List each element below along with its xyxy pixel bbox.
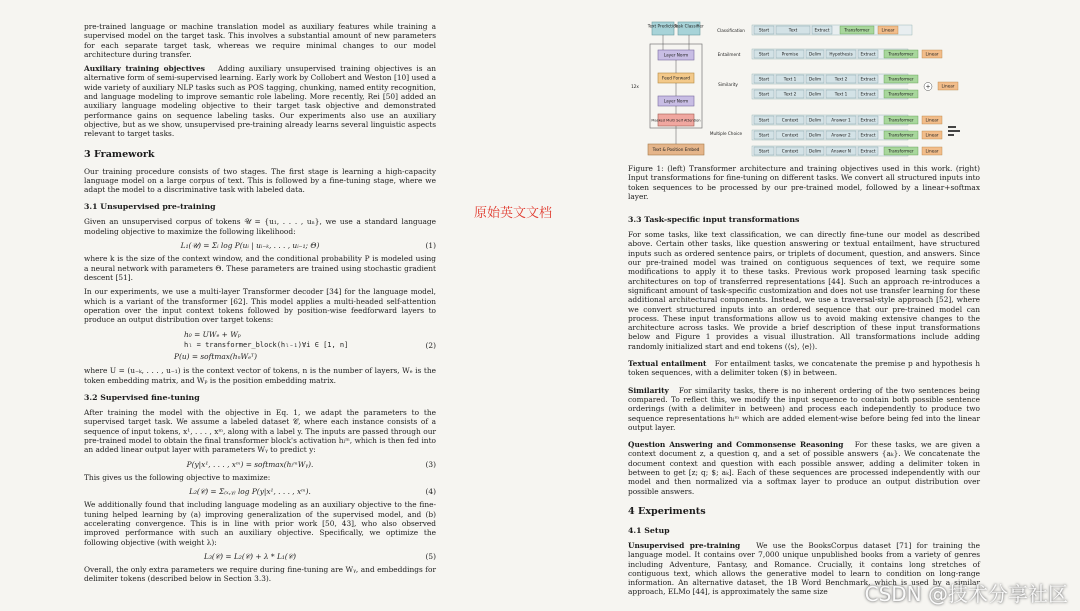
equation-2-number: (2) [425,341,436,351]
token-start: Start [758,27,770,33]
token-extract: Extract [860,132,876,138]
token-start: Start [758,91,770,97]
token-hypothesis: Hypothesis [829,51,853,57]
linear-box: Linear [881,27,895,33]
token-extract: Extract [814,27,830,33]
equation-1-number: (1) [425,241,436,251]
token-delim: Delim [808,76,822,82]
finetuning-paragraph-2: This gives us the following objective to maximize: [84,472,271,482]
classification-label: Classification [717,28,745,33]
equation-3 [84,460,436,469]
section-3-1-heading: 3.1 Unsupervised pre-training [84,202,216,212]
equation-5-body: L₃(𝒞) = L₂(𝒞) + λ * L₁(𝒞) [204,551,296,561]
setup-heading: Unsupervised pre-training [628,540,741,550]
framework-paragraph: Our training procedure consists of two stages. The first stage is learning a high-capacity language model on a large corpus of text. This is followed by a fine-tuning stage, where we adapt the model to a discriminative task with labeled data. [84,166,436,195]
token-start: Start [758,76,770,82]
section-4-heading: 4 Experiments [628,505,706,517]
intro-paragraph: pre-trained language or machine translation model as auxiliary features while training a supervised model on the target task. This involves a substantial amount of new parameters for each separate target task, whereas we require minimal changes to our model architecture during transfer. [84,22,436,59]
textual-entailment-body: For entailment tasks, we concatenate the premise p and hypothesis h token sequences, with a delimiter token ($) in between. [628,359,980,378]
token-context: Context [781,148,799,154]
pretraining-paragraph-4: where U = (u₋ₖ, . . . , u₋₁) is the context vector of tokens, n is the number of layers, Wₑ is the token embedding matrix, and Wₚ is the position embedding matrix. [84,366,436,385]
add-symbol: + [925,83,931,91]
multiple-choice-row-2 [752,130,942,140]
left-column [84,22,436,589]
qa-body: For these tasks, we are given a context document z, a question q, and a set of possible answers {aₖ}. We concatenate the document context and question with each possible answer, adding a delimiter token in between to get [z; q; $; aₖ]. Each of these sequences are processed independently with our model and then normalized via a softmax layer to produce an output distribution over possible answers. [628,440,980,496]
entailment-label: Entailment [717,52,741,57]
transformer-box: Transformer [888,91,914,97]
similarity-row-2 [752,89,918,99]
similarity-merge [924,82,958,91]
token-answer-1: Answer 1 [831,117,851,123]
equation-2 [174,329,436,362]
equation-5 [84,552,436,561]
qa-paragraph [628,440,980,496]
equation-4-body: L₂(𝒞) = Σ₍ₓ,ᵧ₎ log P(y|x¹, . . . , xᵐ). [189,487,311,497]
pretraining-paragraph-1: Given an unsupervised corpus of tokens 𝒰 = {u₁, . . . , uₙ}, we use a standard language modeling objective to maximize the following likelihood: [84,217,436,236]
figure-1 [626,18,986,158]
linear-box: Linear [925,148,939,154]
pretraining-paragraph-3: In our experiments, we use a multi-layer Transformer decoder [34] for the language model, which is a variant of the transformer [62]. This model applies a multi-headed self-attention operation over the input context tokens followed by position-wise feedforward layers to produce an output distribution over target tokens: [84,287,436,325]
similarity-heading: Similarity [628,385,669,395]
token-extract: Extract [860,51,876,57]
task-classifier-label: Task Classifier [674,23,704,29]
figure-1-caption: Figure 1: (left) Transformer architecture and training objectives used in this work. (right) Input transformations for fine-tuning on different tasks. We convert all structured inputs into token sequences to be processed by our pre-trained model, followed by a linear+softmax layer. [628,164,980,201]
setup-body: We use the BooksCorpus dataset [71] for training the language model. It contains over 7,000 unique unpublished books from a variety of genres including Adventure, Fantasy, and Romance. Crucially, it contains long stretches of contiguous text, which allows the generative model to learn to condition on long-range information. An alternative dataset, the 1B Word Benchmark, which is used by a similar approach, ELMo [44], is approximately the same size [628,540,980,597]
token-delim: Delim [808,91,822,97]
token-text-1: Text 1 [834,91,848,97]
embed-label: Text & Position Embed [652,147,700,152]
right-page [540,0,1080,611]
finetuning-paragraph-3: We additionally found that including language modeling as an auxiliary objective to the fine-tuning helped learning by (a) improving generalization of the supervised model, and (b) accelerating convergence. This is in line with prior work [50, 43], who also observed improved performance with such an auxiliary objective. Specifically, we optimize the following objective (with weight λ): [84,500,436,547]
token-extract: Extract [860,117,876,123]
aux-objectives-heading: Auxiliary training objectives [84,64,205,74]
similarity-row-1 [752,74,918,84]
token-extract: Extract [860,76,876,82]
section-3-3-heading: 3.3 Task-specific input transformations [628,215,800,225]
equation-2-line-1: h₀ = UWₑ + Wₚ [184,330,241,340]
layer-norm-top-label: Layer Norm [663,52,689,58]
similarity-body: For similarity tasks, there is no inherent ordering of the two sentences being compared. To reflect this, we modify the input sequence to contain both possible sentence orderings (with a delimiter in between) and process each independently to produce two sequence representations hₗᵐ which are added element-wise before being fed into the linear output layer. [628,385,980,432]
right-column [628,164,980,602]
red-annotation-text: 原始英文文档 [474,206,553,221]
transformer-box: Transformer [844,27,870,33]
entailment-row [752,49,942,59]
qa-heading: Question Answering and Commonsense Reasoning [628,440,844,450]
equation-1-body: L₁(𝒰) = Σᵢ log P(uᵢ | uᵢ₋ₖ, . . . , uᵢ₋₁; Θ) [180,241,320,251]
multiple-choice-row-1 [752,115,942,125]
textual-entailment-paragraph [628,359,980,378]
linear-box: Linear [925,51,939,57]
finetuning-paragraph-1: After training the model with the objective in Eq. 1, we adapt the parameters to the supervised target task. We assume a labeled dataset 𝒞, where each instance consists of a sequence of input tokens, x¹, . . . , xᵐ, along with a label y. The inputs are passed through our pre-trained model to obtain the final transformer block's activation hₗᵐ, which is then fed into an added linear output layer with parameters Wᵧ to predict y: [84,408,436,455]
token-start: Start [758,51,770,57]
token-delim: Delim [808,132,822,138]
token-context: Context [781,117,799,123]
token-text-1: Text 1 [783,76,797,82]
equation-4 [84,487,436,496]
token-delim: Delim [808,51,822,57]
equation-4-number: (4) [425,487,436,497]
equation-2-line-2: hₗ = transformer_block(hₗ₋₁)∀i ∈ [1, n] [184,341,349,350]
transformer-architecture [631,22,704,155]
multiple-choice-row-3 [752,146,942,156]
layer-count-label: 12x [631,84,639,89]
section-3-heading: 3 Framework [84,148,155,160]
token-delim: Delim [808,148,822,154]
transformer-box: Transformer [888,117,914,123]
textual-entailment-heading: Textual entailment [628,359,707,369]
token-context: Context [781,132,799,138]
section-3-2-heading: 3.2 Supervised fine-tuning [84,393,200,403]
transformations-paragraph: For some tasks, like text classification, we can directly fine-tune our model as described above. Certain other tasks, like question answering or textual entailment, have structured inputs such as ordered sentence pairs, or triplets of document, question, and answers. Since our pre-trained model was trained on contiguous sequences of text, we require some modifications to apply it to these tasks. Previous work proposed learning task specific architectures on top of transferred representations [44]. Such an approach re-introduces a significant amount of task-specific customization and does not use transfer learning for these additional architectural components. Instead, we use a traversal-style approach [52], where we convert structured inputs into an ordered sequence that our pre-trained model can process. These input transformations allow us to avoid making extensive changes to the architecture across tasks. We provide a brief description of these input transformations below and Figure 1 provides a visual illustration. All transformations include adding randomly initialized start and end tokens (⟨s⟩, ⟨e⟩). [628,230,980,351]
linear-box: Linear [925,117,939,123]
softmax-icon [948,126,960,136]
token-start: Start [758,132,770,138]
linear-box: Linear [925,132,939,138]
multiple-choice-label: Multiple Choice [709,131,743,136]
text-prediction-label: Text Prediction [647,23,679,29]
section-4-1-heading: 4.1 Setup [628,525,670,535]
classification-row [752,25,912,35]
aux-objectives-paragraph [84,64,436,138]
transformer-box: Transformer [888,132,914,138]
equation-1 [84,241,436,250]
csdn-watermark: CSDN @技术分享社区 [864,582,1068,606]
token-text-2: Text 2 [834,76,848,82]
aux-objectives-body: Adding auxiliary unsupervised training objectives is an alternative form of semi-supervised learning. Early work by Collobert and Weston [10] used a wide variety of auxiliary NLP tasks such as POS tagging, chunking, named entity recognition, and language modeling to improve semantic role labeling. More recently, Rei [50] added an auxiliary language modeling objective to their target task objective and demonstrated performance gains on sequence labeling tasks. Our experiments also use an auxiliary objective, but as we show, unsupervised pre-training already learns several linguistic aspects relevant to target tasks. [84,64,436,139]
similarity-paragraph [628,386,980,432]
finetuning-paragraph-4: Overall, the only extra parameters we require during fine-tuning are Wᵧ, and embeddings for delimiter tokens (described below in Section 3.3). [84,565,436,584]
pretraining-paragraph-2: where k is the size of the context window, and the conditional probability P is modeled using a neural network with parameters Θ. These parameters are trained using stochastic gradient descent [51]. [84,254,436,282]
token-extract: Extract [860,148,876,154]
token-start: Start [758,117,770,123]
token-text-2: Text 2 [783,91,797,97]
equation-3-number: (3) [425,459,436,469]
masked-attention-label: Masked Multi Self Attention [651,118,701,123]
input-transformations [710,25,960,156]
token-premise: Premise [781,51,799,57]
transformer-box: Transformer [888,51,914,57]
equation-5-number: (5) [425,551,436,561]
token-answer-n: Answer N [831,148,851,154]
equation-2-row [184,340,436,351]
token-start: Start [758,148,770,154]
layer-norm-mid-label: Layer Norm [663,98,689,104]
token-text: Text [788,27,798,33]
similarity-label: Similarity [718,82,738,87]
token-delim: Delim [808,117,822,123]
transformer-box: Transformer [888,148,914,154]
equation-3-body: P(y|x¹, . . . , xᵐ) = softmax(hₗᵐWᵧ). [186,459,314,469]
feed-forward-label: Feed Forward [661,75,691,81]
transformer-box: Transformer [888,76,914,82]
equation-2-line-3: P(u) = softmax(hₙWₑᵀ) [174,352,258,362]
token-extract: Extract [860,91,876,97]
token-answer-2: Answer 2 [831,132,851,138]
linear-box: Linear [941,83,955,89]
